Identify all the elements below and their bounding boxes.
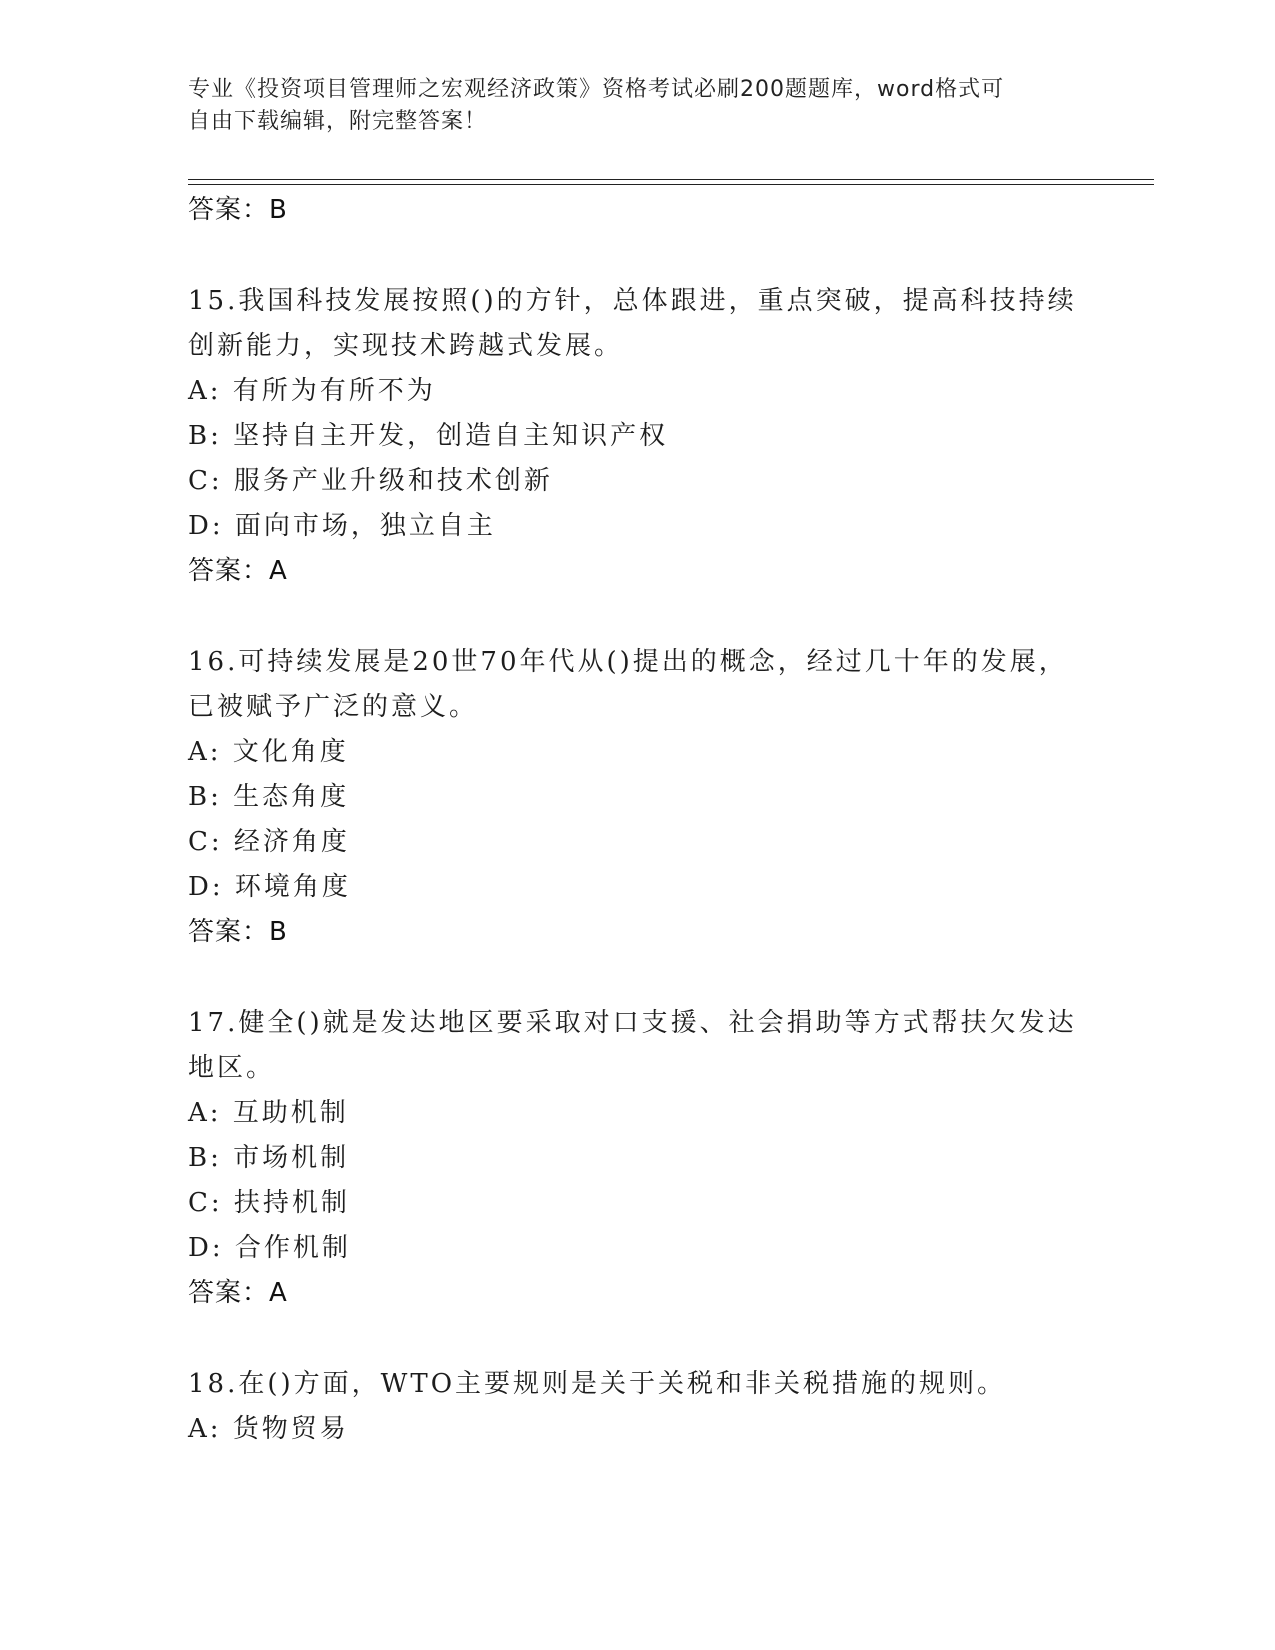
question-stem: 17.健全()就是发达地区要采取对口支援、社会捐助等方式帮扶欠发达 <box>188 1008 1077 1038</box>
option-c: C: 经济角度 <box>188 827 350 857</box>
question-15 <box>188 279 1088 594</box>
document-body <box>188 188 1088 1452</box>
document-header <box>188 74 1088 138</box>
spacer <box>188 594 1088 640</box>
answer: 答案：A <box>188 1278 288 1308</box>
question-18 <box>188 1362 1088 1452</box>
question-17 <box>188 1001 1088 1316</box>
header-divider-bottom <box>188 184 1154 185</box>
option-d: D: 环境角度 <box>188 872 351 902</box>
question-16 <box>188 640 1088 955</box>
option-a: A: 货物贸易 <box>188 1414 349 1444</box>
option-b: B: 坚持自主开发，创造自主知识产权 <box>188 421 669 451</box>
question-stem: 已被赋予广泛的意义。 <box>188 692 479 722</box>
option-a: A: 互助机制 <box>188 1098 349 1128</box>
option-d: D: 面向市场，独立自主 <box>188 511 496 541</box>
question-stem: 16.可持续发展是20世70年代从()提出的概念，经过几十年的发展， <box>188 647 1068 677</box>
answer: 答案：A <box>188 556 288 586</box>
question-stem: 18.在()方面，WTO主要规则是关于关税和非关税措施的规则。 <box>188 1369 1007 1399</box>
option-a: A: 有所为有所不为 <box>188 376 436 406</box>
option-c: C: 服务产业升级和技术创新 <box>188 466 553 496</box>
answer: 答案：B <box>188 917 288 947</box>
option-b: B: 生态角度 <box>188 782 350 812</box>
question-stem: 创新能力，实现技术跨越式发展。 <box>188 331 624 361</box>
question-stem: 地区。 <box>188 1053 276 1083</box>
previous-answer: 答案：B <box>188 195 288 225</box>
option-a: A: 文化角度 <box>188 737 349 767</box>
option-d: D: 合作机制 <box>188 1233 351 1263</box>
spacer <box>188 955 1088 1001</box>
header-line-2: 自由下载编辑，附完整答案！ <box>188 109 488 134</box>
question-stem: 15.我国科技发展按照()的方针，总体跟进，重点突破，提高科技持续 <box>188 286 1077 316</box>
header-divider-top <box>188 179 1154 180</box>
spacer <box>188 233 1088 279</box>
spacer <box>188 1316 1088 1362</box>
option-b: B: 市场机制 <box>188 1143 350 1173</box>
option-c: C: 扶持机制 <box>188 1188 350 1218</box>
header-line-1: 专业《投资项目管理师之宏观经济政策》资格考试必刷200题题库，word格式可 <box>188 77 1005 102</box>
